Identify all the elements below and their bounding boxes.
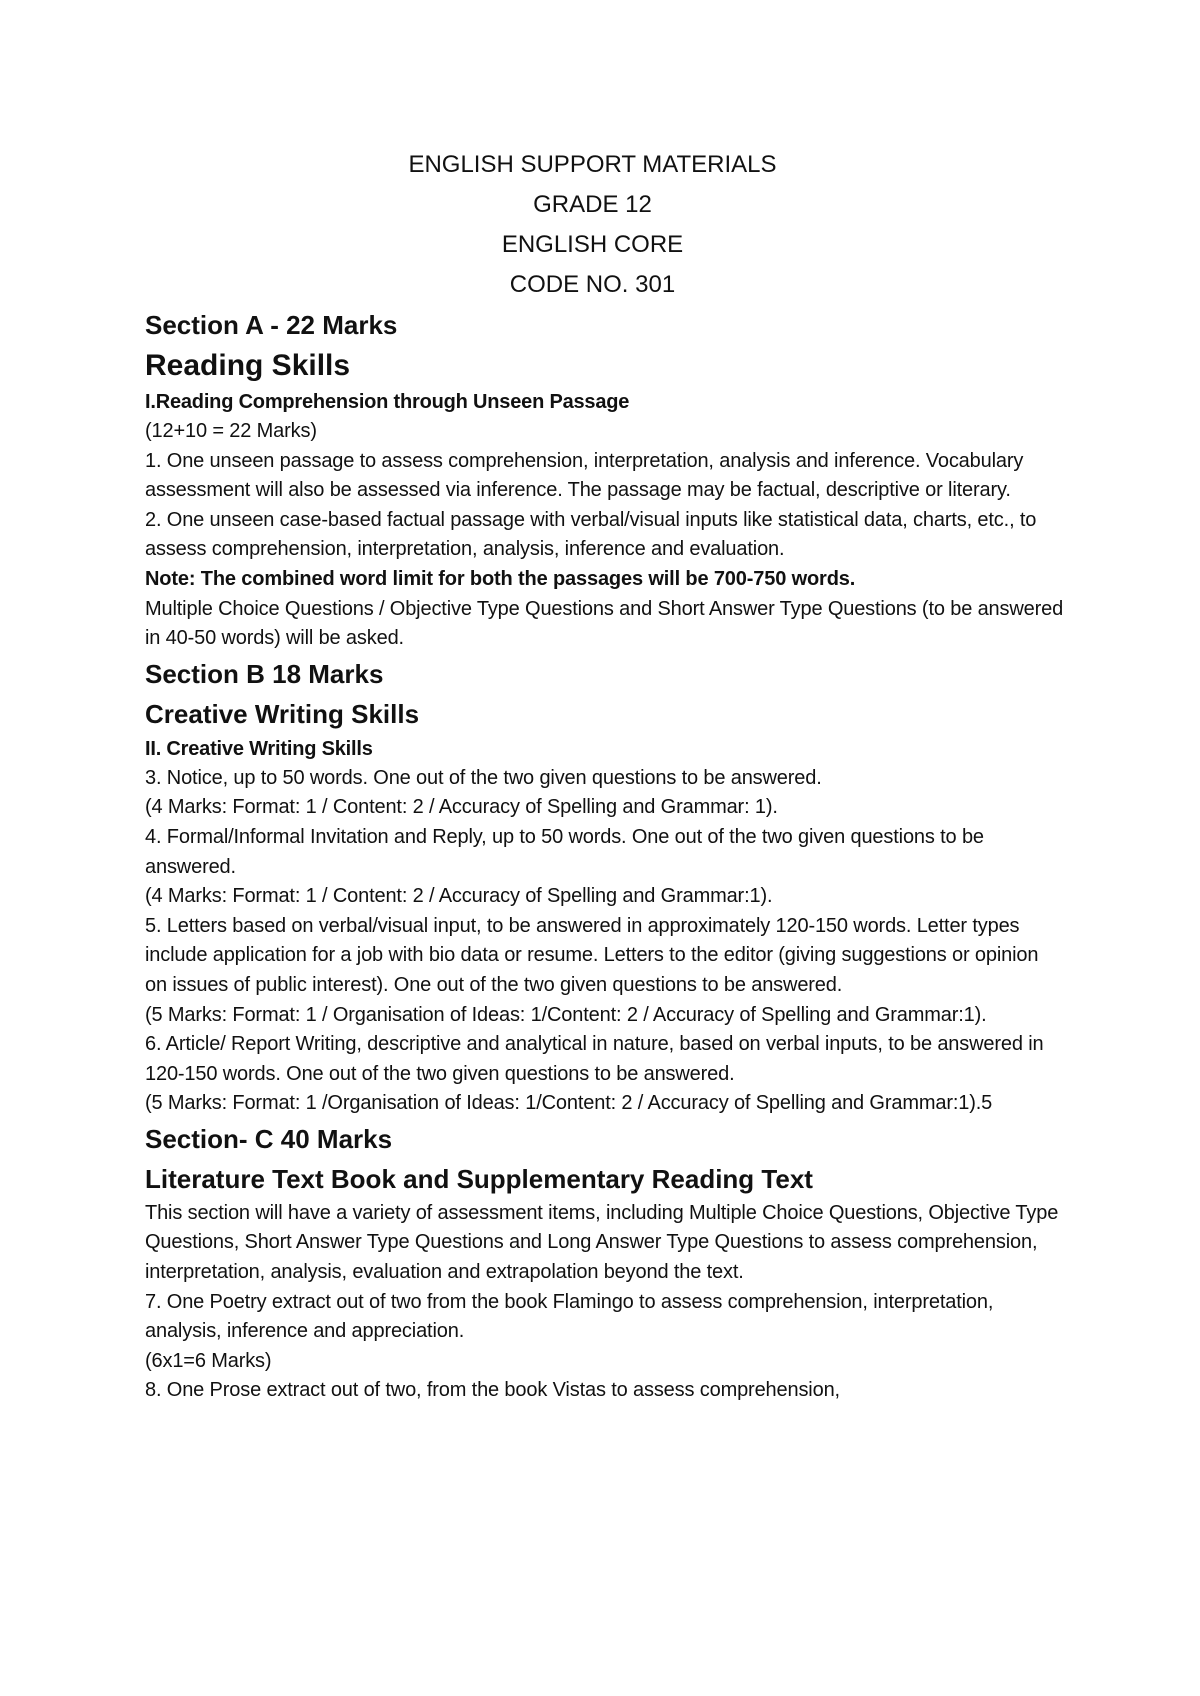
section-b-item-4: 4. Formal/Informal Invitation and Reply, up to 50 words. One out of the two given questions to be answered.	[145, 825, 984, 878]
section-a-subheading: I.Reading Comprehension through Unseen Passage	[145, 391, 630, 413]
section-a-marks: (12+10 = 22 Marks)	[145, 420, 317, 442]
section-a-question-types: Multiple Choice Questions / Objective Type Questions and Short Answer Type Questions (to be answered in 40-50 words) will be asked.	[145, 597, 1064, 650]
section-a-item-2: 2. One unseen case-based factual passage with verbal/visual inputs like statistical data, charts, etc., to assess comprehension, interpretation, analysis, inference and evaluation.	[145, 508, 1037, 561]
section-b-subheading: II. Creative Writing Skills	[145, 737, 373, 760]
section-a-heading: Section A - 22 Marks	[145, 310, 398, 340]
section-c-item-7-marks: (6x1=6 Marks)	[145, 1349, 272, 1372]
section-c-title: Literature Text Book and Supplementary Reading Text	[145, 1163, 813, 1194]
section-a-note: Note: The combined word limit for both the passages will be 700-750 words.	[145, 567, 856, 590]
section-c-item-8: 8. One Prose extract out of two, from the book Vistas to assess comprehension,	[145, 1379, 840, 1402]
section-b-item-5: 5. Letters based on verbal/visual input, to be answered in approximately 120-150 words. Letter types include application for a job with bio data or resume. Letters to the editor (giving suggestions or opinion on issues of public interest). One out of the two given questions to be answered.	[145, 914, 1039, 996]
document-title-block	[120, 145, 1065, 305]
section-b-item-6: 6. Article/ Report Writing, descriptive and analytical in nature, based on verbal inputs, to be answered in 120-150 words. One out of the two given questions to be answered.	[145, 1033, 1044, 1085]
title-line-3: ENGLISH CORE	[501, 231, 684, 258]
section-b-item-4-marks: (4 Marks: Format: 1 / Content: 2 / Accuracy of Spelling and Grammar:1).	[145, 885, 773, 908]
section-b-item-3-marks: (4 Marks: Format: 1 / Content: 2 / Accuracy of Spelling and Grammar: 1).	[145, 796, 778, 819]
section-c-heading: Section- C 40 Marks	[145, 1123, 393, 1154]
section-b-item-3: 3. Notice, up to 50 words. One out of the two given questions to be answered.	[145, 766, 822, 789]
section-b-item-5-marks: (5 Marks: Format: 1 / Organisation of Ideas: 1/Content: 2 / Accuracy of Spelling and Grammar:1).	[145, 1003, 987, 1026]
document-page	[145, 145, 1065, 1406]
section-a-item-1: 1. One unseen passage to assess comprehension, interpretation, analysis and inference. Vocabulary assessment will also be assessed via inference. The passage may be factual, descriptive or literary.	[145, 449, 1024, 502]
title-line-1: ENGLISH SUPPORT MATERIALS	[408, 151, 777, 178]
section-a-title: Reading Skills	[145, 349, 351, 382]
section-b-item-6-marks: (5 Marks: Format: 1 /Organisation of Ideas: 1/Content: 2 / Accuracy of Spelling and Grammar:1).5	[145, 1092, 993, 1115]
section-c-item-7: 7. One Poetry extract out of two from the book Flamingo to assess comprehension, interpretation, analysis, inference and appreciation.	[145, 1290, 994, 1343]
section-c-intro: This section will have a variety of assessment items, including Multiple Choice Questions, Objective Type Questions, Short Answer Type Questions and Long Answer Type Questions to assess comprehension, interpretation, analysis, evaluation and extrapolation beyond the text.	[145, 1201, 1059, 1284]
title-line-4: CODE NO. 301	[509, 271, 676, 298]
title-line-2: GRADE 12	[533, 191, 652, 218]
section-b-title: Creative Writing Skills	[145, 698, 420, 729]
section-b-heading: Section B 18 Marks	[145, 658, 384, 689]
